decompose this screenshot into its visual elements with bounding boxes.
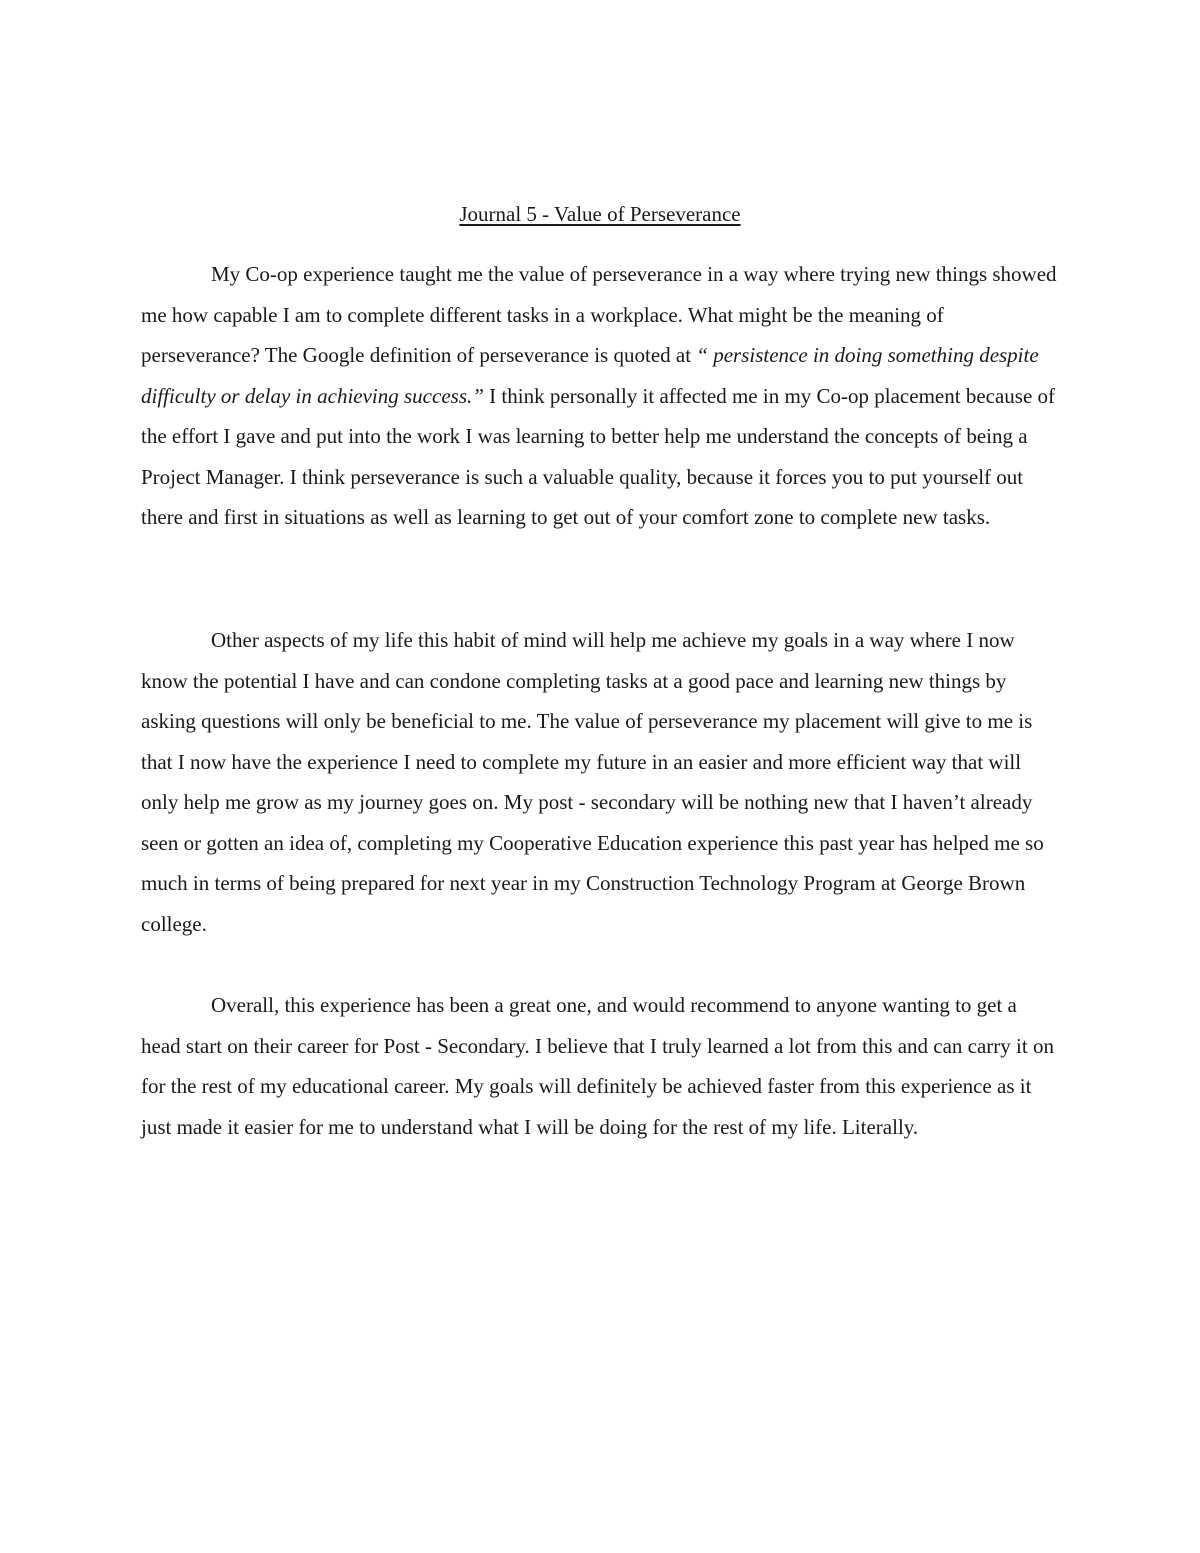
google-definition-quote: “ persistence in doing something despite difficulty or delay in achieving success.” xyxy=(141,343,1039,408)
paragraph-1-text-start: My Co-op experience taught me the value of perseverance in a way where trying new things showed me how capable I am to complete different tasks in a workplace. What might be the meaning of perseverance? The Google definition of perseverance is quoted at xyxy=(141,262,1057,367)
paragraph-1-text-end: I think personally it affected me in my Co-op placement because of the effort I gave and put into the work I was learning to better help me understand the concepts of being a Project Manager. I think perseverance is such a valuable quality, because it forces you to put yourself out there and first in situations as well as learning to get out of your comfort zone to complete new tasks. xyxy=(141,383,1056,529)
paragraph-3: Overall, this experience has been a great one, and would recommend to anyone wanting to get a head start on their career for Post - Secondary. I believe that I truly learned a lot from this and can carry it on for the rest of my educational career. My goals will definitely be achieved faster from this experience as it just made it easier for me to understand what I will be doing for the rest of my life. Literally. xyxy=(141,993,1054,1139)
document-title: Journal 5 - Value of Perseverance xyxy=(459,202,741,226)
paragraph-2: Other aspects of my life this habit of mind will help me achieve my goals in a way where I now know the potential I have and can condone completing tasks at a good pace and learning new things by asking questions will only be beneficial to me. The value of perseverance my placement will give to me is that I now have the experience I need to complete my future in an easier and more efficient way that will only help me grow as my journey goes on. My post - secondary will be nothing new that I haven’t already seen or gotten an idea of, completing my Cooperative Education experience this past year has helped me so much in terms of being prepared for next year in my Construction Technology Program at George Brown college. xyxy=(141,628,1044,936)
paragraph-1 xyxy=(141,254,1061,538)
